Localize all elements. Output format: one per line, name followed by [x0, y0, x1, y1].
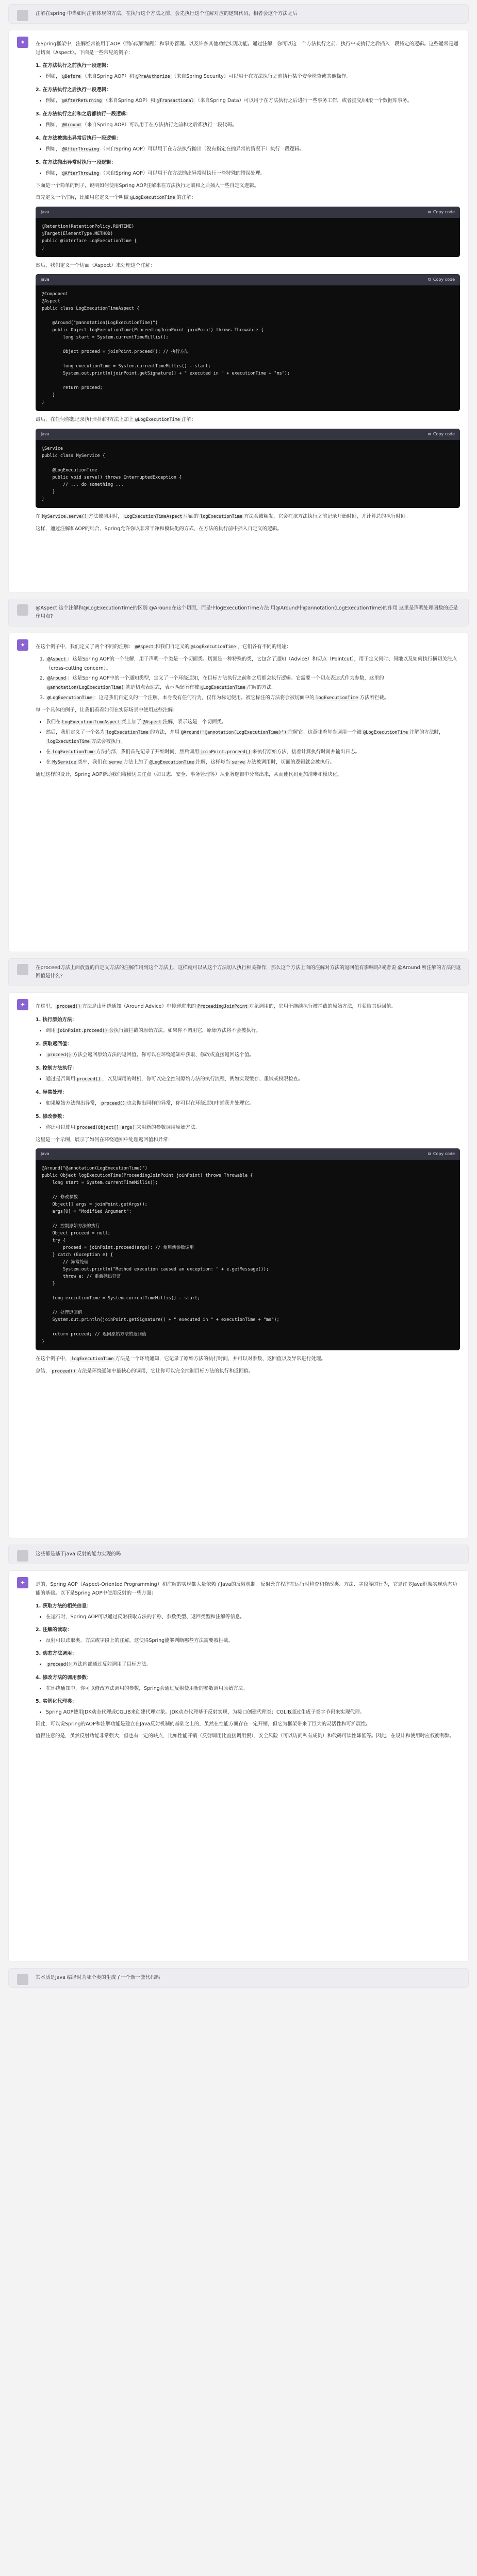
code-content: @Service public class MyService { @LogExecutionTime public void serve() throws InterruptedException { // ... do something ... } }: [42, 446, 182, 502]
user-avatar: [17, 964, 28, 975]
paragraph: 通过这样的设计，Spring AOP帮助我们将横切关注点（如日志、安全、事务管理等）从业务逻辑中分离出来，从而使代码更加清晰和模块化。: [36, 772, 342, 777]
copy-code-button[interactable]: ⧉ Copy code: [428, 1148, 455, 1160]
section-heading: 3. 动态方法调用：: [36, 1651, 77, 1656]
paragraph: 首先定义一个注解，比如用它定义一个叫做 @LogExecutionTime 的注解：: [36, 195, 196, 200]
list-item: 3. @LogExecutionTime ：这是我们自定义的一个注解，本身没有任何行为，仅作为标记使用。被它标注的方法将会被切面中的 logExecutionTime 方法所拦截。: [46, 693, 460, 703]
list-item: • 我们在 LogExecutionTimeAspect 类上加了 @Aspect 注解，表示这是一个切面类。: [46, 718, 460, 727]
user-message-text: @Aspect 这个注解和@LogExecutionTime的区别 @Around在这个切面，而是中logExecutionTime方法 用@Around中@annotation(LogExecutionTime)的作用 这里是声明处理函数的还是作用点?: [36, 605, 458, 619]
section-heading: 3. 控制方法执行：: [36, 1065, 77, 1071]
code-language: java: [41, 210, 50, 214]
assistant-avatar: ✦: [17, 37, 28, 48]
list-item: • 例如， @AfterReturning （来自Spring AOP）和 @Transactional （来自Spring Data）可以用于在方法执行之后进行一些事务工作，或者提交/回滚一个数据库事务。: [46, 96, 460, 106]
list-item: • 例如， @AfterThrowing （来自Spring AOP）可以用于在方法执行抛出（没有指定在抛异常的情况下）执行一段逻辑。: [46, 145, 460, 154]
list-item: 2. @Around ：这是Spring AOP中的一个通知类型，定义了一个环绕通知，在目标方法执行之前和之后都会执行逻辑。它需要一个切点表达式作为参数，这里的@annotation(LogExecutionTime) 就是切点表达式，表示匹配所有被 @LogExecutionTime 注解的方法。: [46, 674, 460, 692]
list-item: • 在 MyService 类中，我们在 serve 方法上加了 @LogExecutionTime 注解，这样每当 serve 方法被调用时，切面的逻辑就会被执行。: [46, 758, 460, 767]
section-heading: 5. 在方法抛出异常时执行一段逻辑：: [36, 160, 117, 165]
section-heading: 4. 在方法被抛出异常后执行一段逻辑：: [36, 135, 121, 141]
section-heading: 2. 在方法执行之后执行一段逻辑：: [36, 87, 111, 93]
assistant-message-2: [8, 633, 469, 952]
user-message-text: 其本质是java 编译时为哪个类的生成了一个新一套代码吗: [36, 1975, 160, 1980]
list-item: • 然后，我们定义了一个名为 logExecutionTime 的方法，并用 @Around("@annotation(LogExecutionTime)") 注解它。这意味着每当调用一个被 @LogExecutionTime 注解的方法时，logExecutionTime 方法会被执行。: [46, 728, 460, 747]
user-message-text: 这些都是基于java 反射的能力实现的吗: [36, 1551, 121, 1557]
copy-code-button[interactable]: ⧉ Copy code: [428, 274, 455, 285]
answer-intro: 在Spring框架中，注解经常被用于AOP（面向切面编程）和事务管理。以及许多其他功能实现功能。通过注解，你可以这一个方法执行之前、执行中或执行之后插入一段特定的逻辑。这些通常是通过切面（Aspect）。下面是一些常见的例子：: [36, 41, 458, 56]
assistant-avatar: ✦: [17, 999, 28, 1010]
list-item: • 在运行时，Spring AOP可以通过反射获取方法的名称、参数类型、返回类型和注解等信息。: [46, 1613, 460, 1621]
paragraph: 因此，可以说Spring的AOP和注解功能是建立在Java反射机制的基础之上的，虽然在性能方面存在一定开销，但它为框架带来了巨大的灵活性和可扩展性。: [36, 1721, 371, 1727]
code-content: @Component @Aspect public class LogExecutionTimeAspect { @Around("@annotation(LogExecutionTime)") public Object logExecutionTime(ProceedingJoinPoint joinPoint) throws Throwable { long start = System.currentTimeMillis(); Object proceed = joinPoint.proceed(); // 执行方法 long executionTime = System.currentTimeMillis() - start; System.out.println(joinPoint.getSignature() + " executed in " + executionTime + "ms"); return proceed; } }: [42, 292, 290, 405]
list-item: • 反射可以读取类、方法或字段上的注解，这使得Spring能够判断哪些方法需要被拦截。: [46, 1636, 460, 1645]
user-message-1: [8, 4, 469, 24]
list-item: • 通过是否调用 proceed() ，以及调用的时机，你可以完全控制原始方法的执行流程，例如实现缓存、重试或权限检查。: [46, 1075, 460, 1084]
list-item: • 例如， @Before （来自Spring AOP）和 @PreAuthorize （来自Spring Security）可以用于在方法执行之前执行某个安全检查或其他操作。: [46, 72, 460, 81]
section-heading: 2. 注解的读取：: [36, 1627, 72, 1633]
section-heading: 3. 在方法执行之前和之后都执行一段逻辑：: [36, 111, 131, 117]
list-item: • 调用 joinPoint.proceed() 会执行被拦截的原始方法。如果你不调用它，原始方法将不会被执行。: [46, 1026, 460, 1036]
code-block: [36, 207, 460, 257]
user-message-4: [8, 1545, 469, 1564]
list-item: • Spring AOP使用JDK动态代理或CGLIB来创建代理对象。JDK动态代理基于反射实现，为接口创建代理类；CGLIB通过生成子类字节码来实现代理。: [46, 1708, 460, 1717]
assistant-message-1: [8, 30, 469, 592]
clipboard-icon: ⧉: [428, 432, 431, 436]
code-block: [36, 1148, 460, 1350]
copy-code-button[interactable]: ⧉ Copy code: [428, 207, 455, 218]
code-language: java: [41, 432, 50, 436]
answer-intro: 在这个例子中，我们定义了两个不同的注解： @Aspect 和我们自定义的 @LogExecutionTime ，它们各有不同的用途：: [36, 644, 291, 650]
user-message-text: 在proceed方法上面放置的自定义方法的注解作用到这个方法上，这样就可以从这个方法切入执行相关操作，那么这个方法上面的注解对方法的返回值有影响吗?或者说 @Around 所注解的方法的返回值是什么?: [36, 965, 461, 979]
copy-code-button[interactable]: ⧉ Copy code: [428, 429, 455, 440]
list-item: • 在环绕通知中，你可以修改方法调用的参数，Spring会通过反射使用新的参数调用原始方法。: [46, 1684, 460, 1693]
answer-intro: 在这里， proceed() 方法是由环绕通知（Around Advice）中传递进来的 ProceedingJoinPoint 对象调用的，它用于继续执行被拦截的原始方法，并获取其返回值。: [36, 1004, 397, 1009]
paragraph: 下面是一个简单的例子，说明如何使用Spring AOP注解来在方法执行之前和之后插入一些自定义逻辑。: [36, 183, 259, 189]
paragraph: 值得注意的是，虽然反射功能非常强大，但也有一定的缺点，比如性能开销（反射调用比直接调用慢）、安全风险（可以访问私有成员）和代码可读性降低等。因此，在设计和使用时应权衡利弊。: [36, 1733, 455, 1739]
section-heading: 2. 获取返回值：: [36, 1041, 72, 1047]
paragraph: 在这个例子中， logExecutionTime 方法是一个环绕通知，它记录了原始方法的执行时间，并可以对参数、返回值以及异常进行处理。: [36, 1356, 326, 1362]
clipboard-icon: ⧉: [428, 210, 431, 214]
user-message-2: [8, 599, 469, 626]
list-item: • proceed() 方法内部通过反射调用了目标方法。: [46, 1660, 460, 1669]
section-heading: 1. 执行原始方法：: [36, 1017, 77, 1023]
assistant-avatar: ✦: [17, 1577, 28, 1588]
code-block: [36, 274, 460, 411]
section-heading: 5. 实例化代理类：: [36, 1699, 77, 1704]
clipboard-icon: ⧉: [428, 1151, 431, 1156]
list-item: • 你还可以使用 proceed(Object[] args) 来用新的参数调用原始方法。: [46, 1123, 460, 1132]
user-avatar: [17, 1974, 28, 1985]
code-language: java: [41, 1151, 50, 1156]
code-content: @Around("@annotation(LogExecutionTime)") public Object logExecutionTime(ProceedingJoinPoint joinPoint) throws Throwable { long start = System.currentTimeMillis(); // 修改参数 Object[] args = joinPoint.getArgs(); args[0] = "Modified Argument"; // 控制原始方法的执行 Object proceed = null; try { proceed = joinPoint.proceed(args); // 使用新参数调用 } catch (Exception e) { // 异常处理 System.out.println("Method execution caused an exception: " + e.getMessage()); throw e; // 重新抛出异常 } long executionTime = System.currentTimeMillis() - start; // 处理返回值 System.out.println(joinPoint.getSignature() + " executed in " + executionTime + "ms"); return proceed; // 返回原始方法的返回值 }: [42, 1166, 279, 1344]
paragraph: 然后，我们定义一个切面（Aspect）来处理这个注解：: [36, 263, 155, 268]
paragraph: 在 MyService.serve() 方法被调用时， LogExecutionTimeAspect 切面的 logExecutionTime 方法会被触发，它会在该方法执行之前记录开始时间，并计算总的执行时间。: [36, 514, 411, 519]
paragraph: 最后，在任何你想记录执行时间的方法上加上 @LogExecutionTime 注解：: [36, 417, 196, 422]
section-heading: 5. 修改参数：: [36, 1114, 68, 1120]
code-language: java: [41, 277, 50, 282]
section-heading: 4. 异常处理：: [36, 1090, 68, 1095]
user-message-5: [8, 1968, 469, 1988]
list-item: • 例如， @Around （来自Spring AOP）可以用于在方法执行之前和之后都执行一段代码。: [46, 121, 460, 130]
list-item: 1. @Aspect ：这是Spring AOP的一个注解，用于声明一个类是一个切面类。切面是一种特殊的类，它包含了通知（Advice）和切点（Pointcut），用于定义何时、何地以及如何执行横切关注点（cross-cutting concern）。: [46, 655, 460, 673]
answer-intro: 是的，Spring AOP（Aspect-Oriented Programming）和注解的实现都大量依赖了Java的反射机制。反射允许程序在运行时检查和修改类、方法、字段等的行为，它是许多Java框架实现动态功能的基础。以下是Spring AOP中使用反射的一些方面：: [36, 1582, 457, 1596]
paragraph: 这样，通过注解和AOP的结合，Spring允许你以非常干净和模块化的方式，在方法的执行前中插入自定义的逻辑。: [36, 526, 282, 532]
assistant-message-4: [8, 1570, 469, 1962]
list-item: • 例如， @AfterThrowing （来自Spring AOP）可以用于在方法抛出异常时执行一些特殊的错误处理。: [46, 169, 460, 178]
list-item: • proceed() 方法会返回原始方法的返回值。你可以在环绕通知中获取、修改或直接返回这个值。: [46, 1050, 460, 1060]
list-item: • 在 logExecutionTime 方法内部，我们首先记录了开始时间，然后调用 joinPoint.proceed() 来执行原始方法，接着计算执行时间并输出日志。: [46, 748, 460, 757]
paragraph: 这里是一个示例，展示了如何在环绕通知中处理返回值和异常：: [36, 1137, 173, 1143]
code-block: [36, 429, 460, 508]
assistant-avatar: ✦: [17, 639, 28, 651]
section-heading: 4. 修改方法的调用参数：: [36, 1675, 92, 1681]
user-avatar: [17, 1550, 28, 1562]
user-avatar: [17, 10, 28, 21]
user-message-text: 注解在spring 中当如何注解体现的方法、在执行这个方法之前、会先执行这个注解对应的逻辑代码，相者会这个方法之后: [36, 11, 298, 16]
paragraph: 总结， proceed() 方法是环绕通知中最核心的调用，它让你可以完全控制目标方法的执行和返回值。: [36, 1368, 254, 1374]
clipboard-icon: ⧉: [428, 277, 431, 282]
section-heading: 1. 获取方法的相关信息：: [36, 1603, 92, 1609]
list-item: • 如果原始方法抛出异常， proceed() 也会抛出同样的异常，你可以在环绕通知中捕获并处理它。: [46, 1099, 460, 1108]
code-content: @Retention(RetentionPolicy.RUNTIME) @Target(ElementType.METHOD) public @interface LogExecutionTime { }: [42, 224, 137, 251]
user-avatar: [17, 604, 28, 616]
section-heading: 1. 在方法执行之前执行一段逻辑：: [36, 63, 111, 69]
paragraph: 每一个具体的例子，让我们看看如何在实际场景中使用这些注解：: [36, 707, 178, 713]
user-message-3: [8, 958, 469, 986]
assistant-message-3: [8, 992, 469, 1538]
